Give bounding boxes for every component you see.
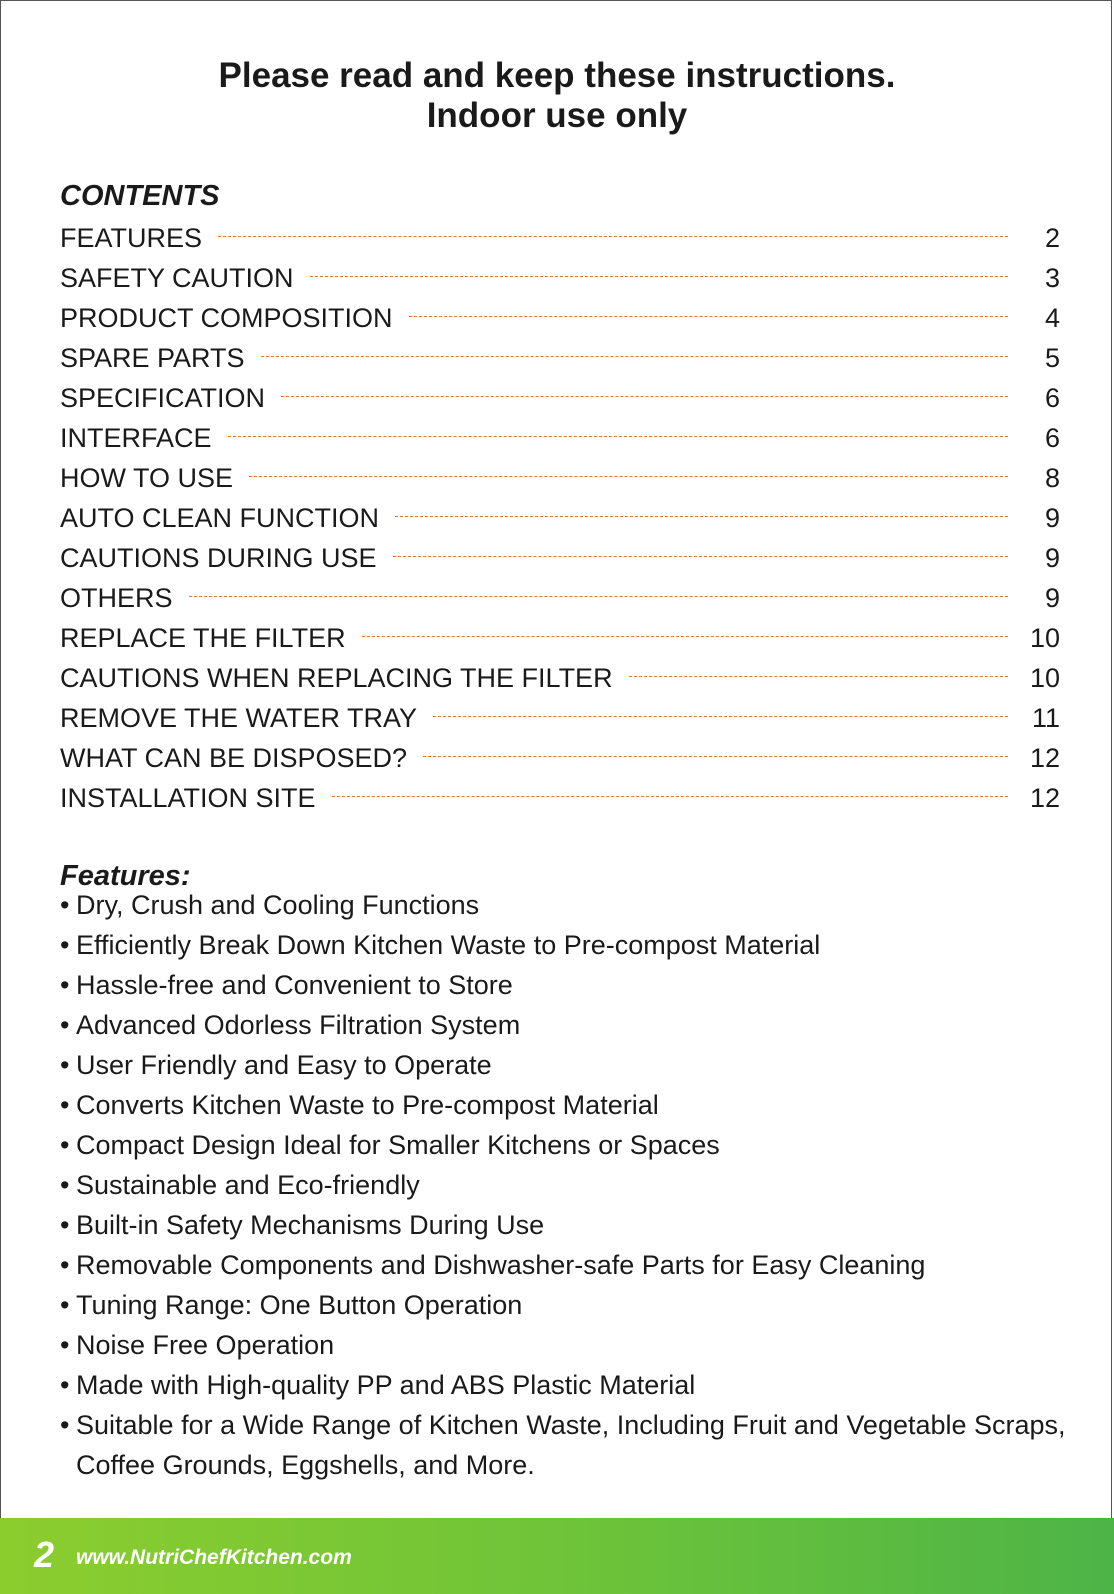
- toc-entry[interactable]: [60, 578, 1060, 618]
- contents-title: CONTENTS: [60, 180, 220, 212]
- toc-leader: [409, 316, 1008, 317]
- toc-entry[interactable]: [60, 778, 1060, 818]
- feature-item: • Tuning Range: One Button Operation: [60, 1285, 1080, 1325]
- toc-page-number: 11: [1031, 702, 1060, 733]
- toc-label: REPLACE THE FILTER: [60, 622, 346, 653]
- feature-item: • Dry, Crush and Cooling Functions: [60, 885, 1080, 925]
- toc-label: AUTO CLEAN FUNCTION: [60, 502, 380, 533]
- toc-label: SPECIFICATION: [60, 382, 266, 413]
- toc-label: OTHERS: [60, 582, 173, 613]
- toc-page-number: 6: [1044, 382, 1060, 413]
- toc-label: SPARE PARTS: [60, 342, 245, 373]
- toc-leader: [228, 436, 1008, 437]
- toc-entry[interactable]: [60, 498, 1060, 538]
- feature-item: • Compact Design Ideal for Smaller Kitchens or Spaces: [60, 1125, 1080, 1165]
- toc-page-number: 6: [1044, 422, 1060, 453]
- feature-item: • Suitable for a Wide Range of Kitchen Waste, Including Fruit and Vegetable Scraps, Coffee Grounds, Eggshells, and More.: [60, 1405, 1080, 1485]
- website-link[interactable]: www.NutriChefKitchen.com: [76, 1546, 352, 1569]
- toc-page-number: 9: [1044, 542, 1060, 573]
- toc-page-number: 12: [1029, 742, 1060, 773]
- toc-leader: [433, 716, 1008, 717]
- table-of-contents: [60, 218, 1060, 818]
- toc-entry[interactable]: [60, 338, 1060, 378]
- toc-label: WHAT CAN BE DISPOSED?: [60, 742, 408, 773]
- feature-item: • Advanced Odorless Filtration System: [60, 1005, 1080, 1045]
- toc-label: CAUTIONS DURING USE: [60, 542, 377, 573]
- page-number: 2: [34, 1534, 55, 1575]
- toc-leader: [189, 596, 1008, 597]
- toc-entry[interactable]: [60, 698, 1060, 738]
- feature-item: • Built-in Safety Mechanisms During Use: [60, 1205, 1080, 1245]
- feature-item: • Efficiently Break Down Kitchen Waste to Pre-compost Material: [60, 925, 1080, 965]
- toc-label: FEATURES: [60, 222, 203, 253]
- toc-label: REMOVE THE WATER TRAY: [60, 702, 418, 733]
- toc-entry[interactable]: [60, 738, 1060, 778]
- toc-leader: [362, 636, 1008, 637]
- feature-item: • Removable Components and Dishwasher-safe Parts for Easy Cleaning: [60, 1245, 1080, 1285]
- toc-page-number: 2: [1044, 222, 1060, 253]
- toc-label: INSTALLATION SITE: [60, 782, 316, 813]
- toc-page-number: 12: [1029, 782, 1060, 813]
- toc-entry[interactable]: [60, 538, 1060, 578]
- toc-leader: [281, 396, 1008, 397]
- toc-entry[interactable]: [60, 658, 1060, 698]
- feature-item: • User Friendly and Easy to Operate: [60, 1045, 1080, 1085]
- toc-label: SAFETY CAUTION: [60, 262, 294, 293]
- toc-page-number: 9: [1044, 502, 1060, 533]
- toc-leader: [261, 356, 1008, 357]
- toc-entry[interactable]: [60, 458, 1060, 498]
- features-list: [60, 885, 1080, 1485]
- toc-page-number: 9: [1044, 582, 1060, 613]
- toc-entry[interactable]: [60, 618, 1060, 658]
- toc-entry[interactable]: [60, 218, 1060, 258]
- feature-item: • Hassle-free and Convenient to Store: [60, 965, 1080, 1005]
- toc-leader: [423, 756, 1008, 757]
- feature-item: • Converts Kitchen Waste to Pre-compost Material: [60, 1085, 1080, 1125]
- toc-leader: [310, 276, 1008, 277]
- toc-entry[interactable]: [60, 298, 1060, 338]
- feature-item: • Sustainable and Eco-friendly: [60, 1165, 1080, 1205]
- toc-label: PRODUCT COMPOSITION: [60, 302, 393, 333]
- toc-page-number: 10: [1029, 662, 1060, 693]
- toc-label: HOW TO USE: [60, 462, 234, 493]
- feature-item: • Noise Free Operation: [60, 1325, 1080, 1365]
- instructions-heading: Please read and keep these instructions.: [218, 56, 896, 95]
- toc-leader: [218, 236, 1008, 237]
- toc-entry[interactable]: [60, 378, 1060, 418]
- toc-page-number: 5: [1044, 342, 1060, 373]
- toc-entry[interactable]: [60, 258, 1060, 298]
- toc-page-number: 8: [1044, 462, 1060, 493]
- toc-page-number: 10: [1029, 622, 1060, 653]
- feature-item: • Made with High-quality PP and ABS Plastic Material: [60, 1365, 1080, 1405]
- toc-label: INTERFACE: [60, 422, 212, 453]
- toc-page-number: 4: [1044, 302, 1060, 333]
- toc-leader: [393, 556, 1008, 557]
- toc-leader: [629, 676, 1008, 677]
- toc-label: CAUTIONS WHEN REPLACING THE FILTER: [60, 662, 613, 693]
- toc-entry[interactable]: [60, 418, 1060, 458]
- toc-leader: [249, 476, 1008, 477]
- toc-page-number: 3: [1044, 262, 1060, 293]
- toc-leader: [332, 796, 1008, 797]
- indoor-use-heading: Indoor use only: [426, 96, 688, 135]
- footer-bar: [0, 1518, 1114, 1594]
- toc-leader: [395, 516, 1008, 517]
- features-title: Features:: [60, 860, 191, 892]
